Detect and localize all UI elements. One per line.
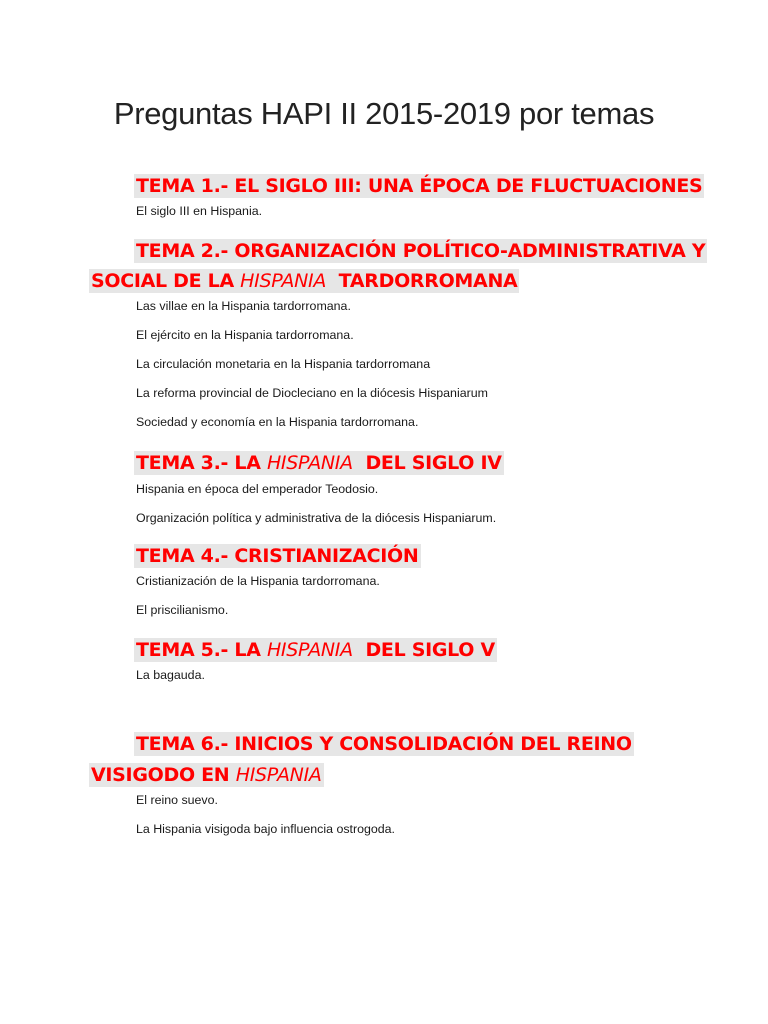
tema-3-question-1: Hispania en época del emperador Teodosio. xyxy=(136,482,379,496)
tema-2-question-1: Las villae en la Hispania tardorromana. xyxy=(136,299,351,313)
tema-5-question-1: La bagauda. xyxy=(136,668,205,682)
tema-1-question-1: El siglo III en Hispania. xyxy=(136,204,263,218)
tema-3-question-2: Organización política y administrativa de la diócesis Hispaniarum. xyxy=(136,511,497,525)
tema-6-question-2: La Hispania visigoda bajo influencia ostrogoda. xyxy=(136,822,395,836)
tema-6-question-1: El reino suevo. xyxy=(136,793,218,807)
hispania-italic: HISPANIA xyxy=(235,764,322,786)
tema-2-question-5: Sociedad y economía en la Hispania tardorromana. xyxy=(136,415,419,429)
hispania-italic: HISPANIA xyxy=(266,452,353,474)
page-title: Preguntas HAPI II 2015-2019 por temas xyxy=(113,96,655,131)
tema-2-question-4: La reforma provincial de Diocleciano en la diócesis Hispaniarum xyxy=(136,386,488,400)
hispania-italic: HISPANIA xyxy=(266,639,353,661)
hispania-italic: HISPANIA xyxy=(240,270,327,292)
tema-4-question-2: El priscilianismo. xyxy=(136,603,229,617)
tema-2-question-2: El ejército en la Hispania tardorromana. xyxy=(136,328,354,342)
tema-2-question-3: La circulación monetaria en la Hispania tardorromana xyxy=(136,357,431,371)
tema-4-question-1: Cristianización de la Hispania tardorromana. xyxy=(136,574,380,588)
